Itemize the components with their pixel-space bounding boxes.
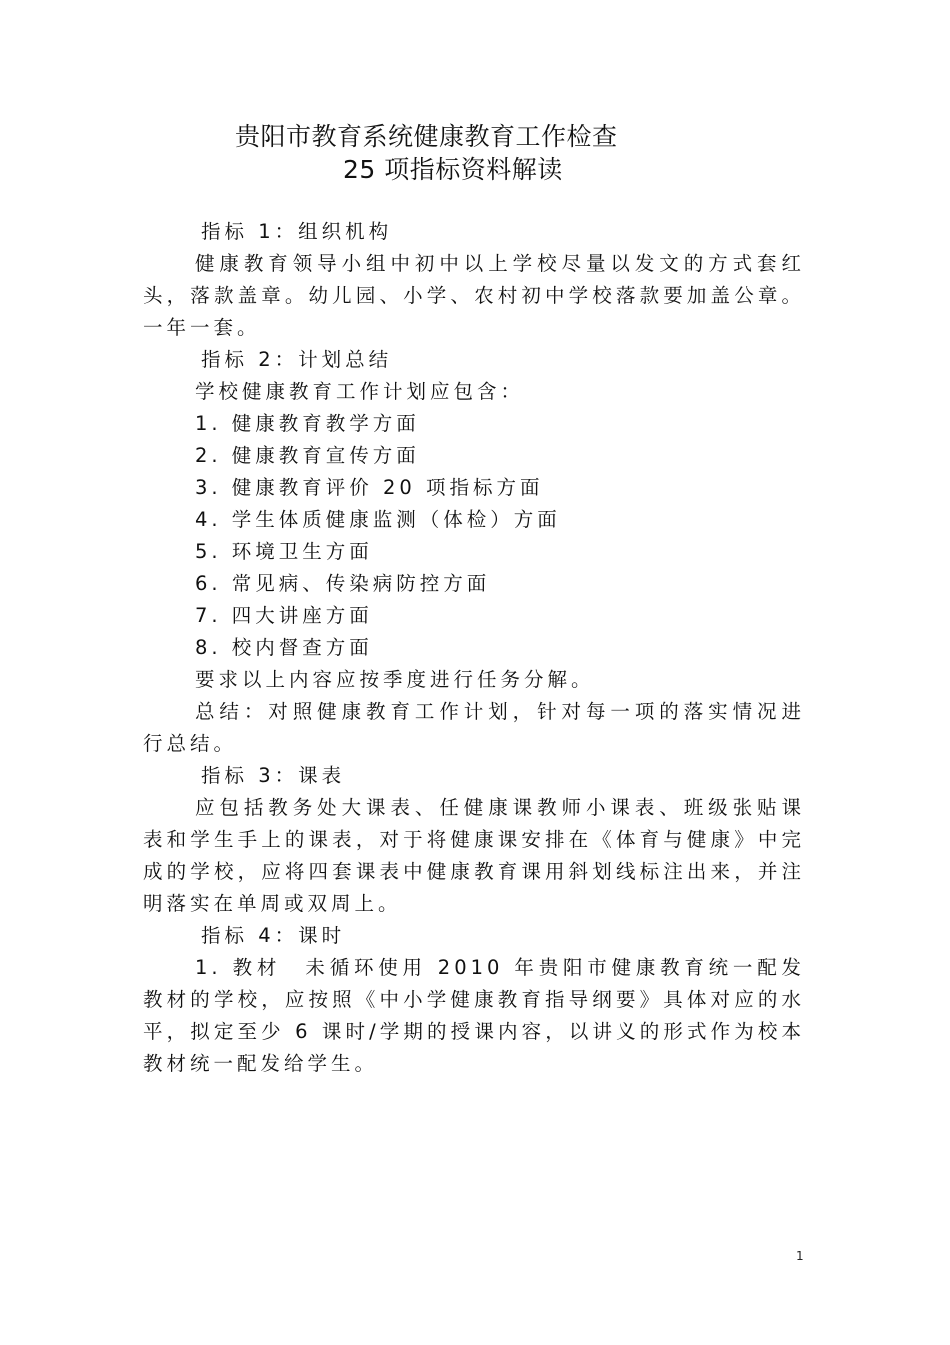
body-paragraph: 学校健康教育工作计划应包含： bbox=[195, 380, 525, 403]
body-paragraph: 1. 健康教育教学方面 bbox=[195, 412, 420, 435]
body-paragraph: 7. 四大讲座方面 bbox=[195, 604, 373, 627]
body-paragraph: 4. 学生体质健康监测（体检）方面 bbox=[195, 508, 561, 531]
body-paragraph: 健康教育领导小组中初中以上学校尽量以发文的方式套红头，落款盖章。幼儿园、小学、农村初中学校落款要加盖公章。一年一套。 bbox=[143, 252, 805, 339]
document-body bbox=[143, 216, 805, 1080]
body-paragraph: 5. 环境卫生方面 bbox=[195, 540, 373, 563]
document-title-line-2: 25 项指标资料解读 bbox=[343, 155, 563, 184]
body-paragraph: 6. 常见病、传染病防控方面 bbox=[195, 572, 491, 595]
body-paragraph: 应包括教务处大课表、任健康课教师小课表、班级张贴课表和学生手上的课表，对于将健康课安排在《体育与健康》中完成的学校，应将四套课表中健康教育课用斜划线标注出来，并注明落实在单周或双周上。 bbox=[143, 796, 805, 915]
body-paragraph: 2. 健康教育宣传方面 bbox=[195, 444, 420, 467]
body-paragraph: 3. 健康教育评价 20 项指标方面 bbox=[195, 476, 544, 499]
body-paragraph: 要求以上内容应按季度进行任务分解。 bbox=[195, 668, 595, 691]
section-heading: 指标 2：计划总结 bbox=[201, 348, 393, 371]
section-heading: 指标 1：组织机构 bbox=[201, 220, 393, 243]
body-paragraph: 1. 教材 未循环使用 2010 年贵阳市健康教育统一配发教材的学校，应按照《中小学健康教育指导纲要》具体对应的水平，拟定至少 6 课时/学期的授课内容，以讲义的形式作为校本教材统一配发给学生。 bbox=[143, 956, 805, 1075]
page-number: 1 bbox=[796, 1249, 804, 1263]
body-paragraph: 总结：对照健康教育工作计划，针对每一项的落实情况进行总结。 bbox=[143, 700, 805, 755]
body-paragraph: 8. 校内督查方面 bbox=[195, 636, 373, 659]
section-heading: 指标 3：课表 bbox=[201, 764, 346, 787]
section-heading: 指标 4：课时 bbox=[201, 924, 346, 947]
document-title-line-1: 贵阳市教育系统健康教育工作检查 bbox=[235, 122, 618, 151]
